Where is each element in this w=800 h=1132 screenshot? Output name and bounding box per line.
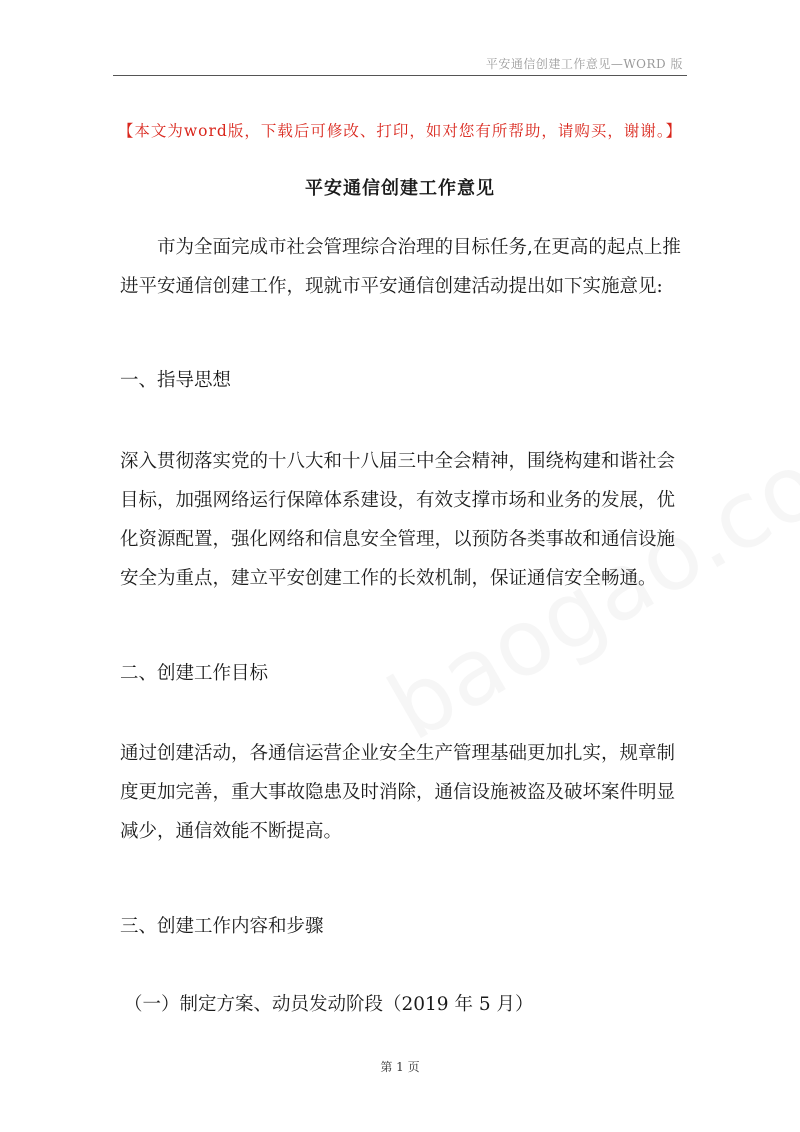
intro-paragraph: 市为全面完成市社会管理综合治理的目标任务,在更高的起点上推进平安通信创建工作，现就市平安通信创建活动提出如下实施意见: (120, 237, 681, 297)
running-header: 平安通信创建工作意见—WORD 版 (485, 57, 683, 71)
section-body-2: 通过创建活动，各通信运营企业安全生产管理基础更加扎实，规章制度更加完善，重大事故隐患及时消除，通信设施被盗及破坏案件明显减少，通信效能不断提高。 (120, 743, 676, 842)
section-heading-3: 三、创建工作内容和步骤 (120, 916, 324, 937)
header-divider (113, 75, 687, 76)
document-title: 平安通信创建工作意见 (305, 178, 495, 199)
section-body-1: 深入贯彻落实党的十八大和十八届三中全会精神，围绕构建和谐社会目标，加强网络运行保障体系建设，有效支撑市场和业务的发展，优化资源配置，强化网络和信息安全管理，以预防各类事故和通信设施安全为重点，建立平安创建工作的长效机制，保证通信安全畅通。 (120, 451, 676, 589)
section-heading-1: 一、指导思想 (120, 370, 232, 391)
purchase-notice: 【本文为word版，下载后可修改、打印，如对您有所帮助，请购买，谢谢。】 (117, 122, 683, 140)
page-number: 第 1 页 (380, 1060, 420, 1074)
section-heading-2: 二、创建工作目标 (120, 663, 269, 684)
subsection-heading: （一）制定方案、动员发动阶段（2019 年 5 月） (124, 994, 534, 1015)
